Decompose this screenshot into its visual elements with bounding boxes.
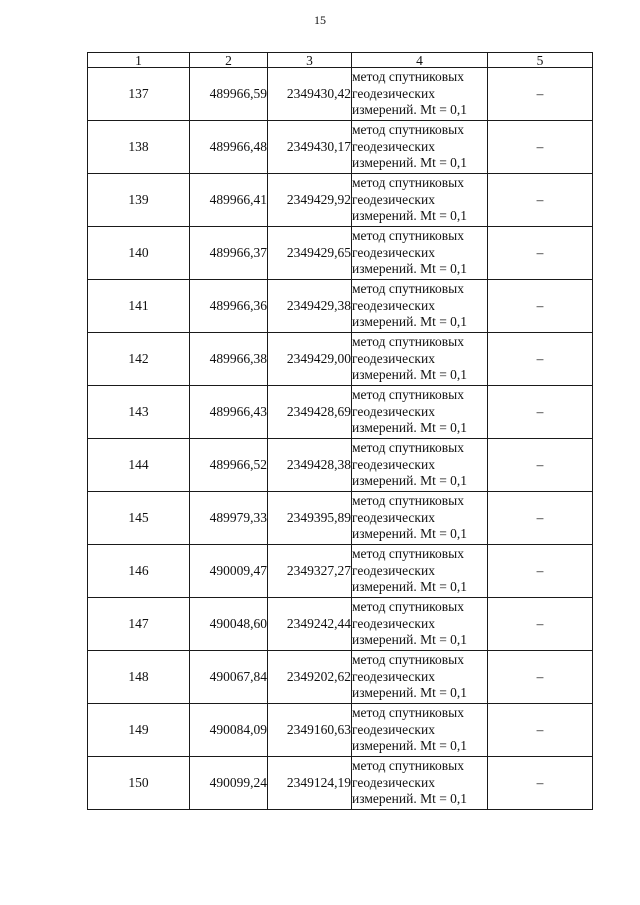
table-row xyxy=(88,492,593,545)
method-line: геодезических xyxy=(352,456,435,472)
method-line: измерений. Mt = 0,1 xyxy=(352,367,468,383)
x-coordinate-cell: 489979,33 xyxy=(190,492,268,545)
method-line: геодезических xyxy=(352,562,435,578)
note-cell: – xyxy=(488,757,593,810)
table-body xyxy=(88,68,593,810)
method-line: геодезических xyxy=(352,297,435,313)
point-number-cell: 146 xyxy=(88,545,190,598)
header-col-1: 1 xyxy=(88,53,190,68)
x-coordinate-cell: 490084,09 xyxy=(190,704,268,757)
method-line: метод спутниковых xyxy=(352,599,464,615)
table-header-row xyxy=(88,53,593,68)
method-line: геодезических xyxy=(352,85,435,101)
x-coordinate-cell: 489966,52 xyxy=(190,439,268,492)
method-cell xyxy=(352,280,488,333)
method-line: метод спутниковых xyxy=(352,228,464,244)
header-col-5: 5 xyxy=(488,53,593,68)
method-line: метод спутниковых xyxy=(352,281,464,297)
page-number: 15 xyxy=(314,13,326,27)
x-coordinate-cell: 490067,84 xyxy=(190,651,268,704)
method-line: метод спутниковых xyxy=(352,705,464,721)
table-row xyxy=(88,121,593,174)
x-coordinate-cell: 490099,24 xyxy=(190,757,268,810)
method-cell xyxy=(352,492,488,545)
x-coordinate-cell: 489966,37 xyxy=(190,227,268,280)
method-line: геодезических xyxy=(352,191,435,207)
y-coordinate-cell: 2349429,65 xyxy=(268,227,352,280)
method-cell xyxy=(352,386,488,439)
y-coordinate-cell: 2349428,38 xyxy=(268,439,352,492)
point-number-cell: 145 xyxy=(88,492,190,545)
note-cell: – xyxy=(488,598,593,651)
point-number-cell: 150 xyxy=(88,757,190,810)
method-line: геодезических xyxy=(352,615,435,631)
method-line: измерений. Mt = 0,1 xyxy=(352,526,468,542)
method-line: измерений. Mt = 0,1 xyxy=(352,579,468,595)
table-row xyxy=(88,174,593,227)
y-coordinate-cell: 2349429,38 xyxy=(268,280,352,333)
table-row xyxy=(88,704,593,757)
x-coordinate-cell: 489966,59 xyxy=(190,68,268,121)
x-coordinate-cell: 489966,36 xyxy=(190,280,268,333)
method-line: измерений. Mt = 0,1 xyxy=(352,420,468,436)
method-line: геодезических xyxy=(352,138,435,154)
note-cell: – xyxy=(488,68,593,121)
method-line: измерений. Mt = 0,1 xyxy=(352,155,468,171)
point-number-cell: 137 xyxy=(88,68,190,121)
y-coordinate-cell: 2349242,44 xyxy=(268,598,352,651)
method-line: измерений. Mt = 0,1 xyxy=(352,791,468,807)
point-number-cell: 148 xyxy=(88,651,190,704)
y-coordinate-cell: 2349202,62 xyxy=(268,651,352,704)
method-line: метод спутниковых xyxy=(352,652,464,668)
y-coordinate-cell: 2349430,17 xyxy=(268,121,352,174)
x-coordinate-cell: 489966,41 xyxy=(190,174,268,227)
note-cell: – xyxy=(488,386,593,439)
table-row xyxy=(88,68,593,121)
method-line: метод спутниковых xyxy=(352,493,464,509)
method-line: метод спутниковых xyxy=(352,122,464,138)
method-line: метод спутниковых xyxy=(352,440,464,456)
table-row xyxy=(88,598,593,651)
method-line: метод спутниковых xyxy=(352,334,464,350)
method-line: геодезических xyxy=(352,721,435,737)
table-row xyxy=(88,757,593,810)
method-line: метод спутниковых xyxy=(352,69,464,85)
y-coordinate-cell: 2349428,69 xyxy=(268,386,352,439)
x-coordinate-cell: 490048,60 xyxy=(190,598,268,651)
note-cell: – xyxy=(488,227,593,280)
table-row xyxy=(88,227,593,280)
x-coordinate-cell: 489966,43 xyxy=(190,386,268,439)
note-cell: – xyxy=(488,439,593,492)
x-coordinate-cell: 490009,47 xyxy=(190,545,268,598)
note-cell: – xyxy=(488,492,593,545)
method-cell xyxy=(352,598,488,651)
method-line: измерений. Mt = 0,1 xyxy=(352,261,468,277)
method-cell xyxy=(352,439,488,492)
method-cell xyxy=(352,227,488,280)
method-cell xyxy=(352,651,488,704)
point-number-cell: 149 xyxy=(88,704,190,757)
table-row xyxy=(88,386,593,439)
method-cell xyxy=(352,704,488,757)
method-line: геодезических xyxy=(352,244,435,260)
method-line: геодезических xyxy=(352,509,435,525)
note-cell: – xyxy=(488,121,593,174)
method-line: измерений. Mt = 0,1 xyxy=(352,473,468,489)
method-line: геодезических xyxy=(352,403,435,419)
method-cell xyxy=(352,121,488,174)
method-line: измерений. Mt = 0,1 xyxy=(352,314,468,330)
method-line: геодезических xyxy=(352,350,435,366)
x-coordinate-cell: 489966,38 xyxy=(190,333,268,386)
point-number-cell: 142 xyxy=(88,333,190,386)
table-row xyxy=(88,651,593,704)
header-col-3: 3 xyxy=(268,53,352,68)
method-line: метод спутниковых xyxy=(352,546,464,562)
point-number-cell: 140 xyxy=(88,227,190,280)
method-cell xyxy=(352,757,488,810)
table-row xyxy=(88,439,593,492)
point-number-cell: 147 xyxy=(88,598,190,651)
note-cell: – xyxy=(488,280,593,333)
note-cell: – xyxy=(488,704,593,757)
method-line: измерений. Mt = 0,1 xyxy=(352,102,468,118)
point-number-cell: 139 xyxy=(88,174,190,227)
header-col-2: 2 xyxy=(190,53,268,68)
method-line: метод спутниковых xyxy=(352,175,464,191)
method-line: метод спутниковых xyxy=(352,387,464,403)
method-line: геодезических xyxy=(352,668,435,684)
x-coordinate-cell: 489966,48 xyxy=(190,121,268,174)
y-coordinate-cell: 2349395,89 xyxy=(268,492,352,545)
method-line: измерений. Mt = 0,1 xyxy=(352,685,468,701)
header-col-4: 4 xyxy=(352,53,488,68)
note-cell: – xyxy=(488,174,593,227)
table-row xyxy=(88,545,593,598)
y-coordinate-cell: 2349124,19 xyxy=(268,757,352,810)
method-cell xyxy=(352,333,488,386)
y-coordinate-cell: 2349430,42 xyxy=(268,68,352,121)
y-coordinate-cell: 2349429,00 xyxy=(268,333,352,386)
note-cell: – xyxy=(488,545,593,598)
table-row xyxy=(88,333,593,386)
method-line: измерений. Mt = 0,1 xyxy=(352,632,468,648)
note-cell: – xyxy=(488,651,593,704)
method-cell xyxy=(352,174,488,227)
point-number-cell: 138 xyxy=(88,121,190,174)
coordinates-table xyxy=(87,52,593,810)
y-coordinate-cell: 2349160,63 xyxy=(268,704,352,757)
method-line: измерений. Mt = 0,1 xyxy=(352,208,468,224)
y-coordinate-cell: 2349429,92 xyxy=(268,174,352,227)
point-number-cell: 143 xyxy=(88,386,190,439)
point-number-cell: 141 xyxy=(88,280,190,333)
method-line: геодезических xyxy=(352,774,435,790)
note-cell: – xyxy=(488,333,593,386)
method-cell xyxy=(352,545,488,598)
method-line: метод спутниковых xyxy=(352,758,464,774)
point-number-cell: 144 xyxy=(88,439,190,492)
method-line: измерений. Mt = 0,1 xyxy=(352,738,468,754)
y-coordinate-cell: 2349327,27 xyxy=(268,545,352,598)
table-row xyxy=(88,280,593,333)
method-cell xyxy=(352,68,488,121)
